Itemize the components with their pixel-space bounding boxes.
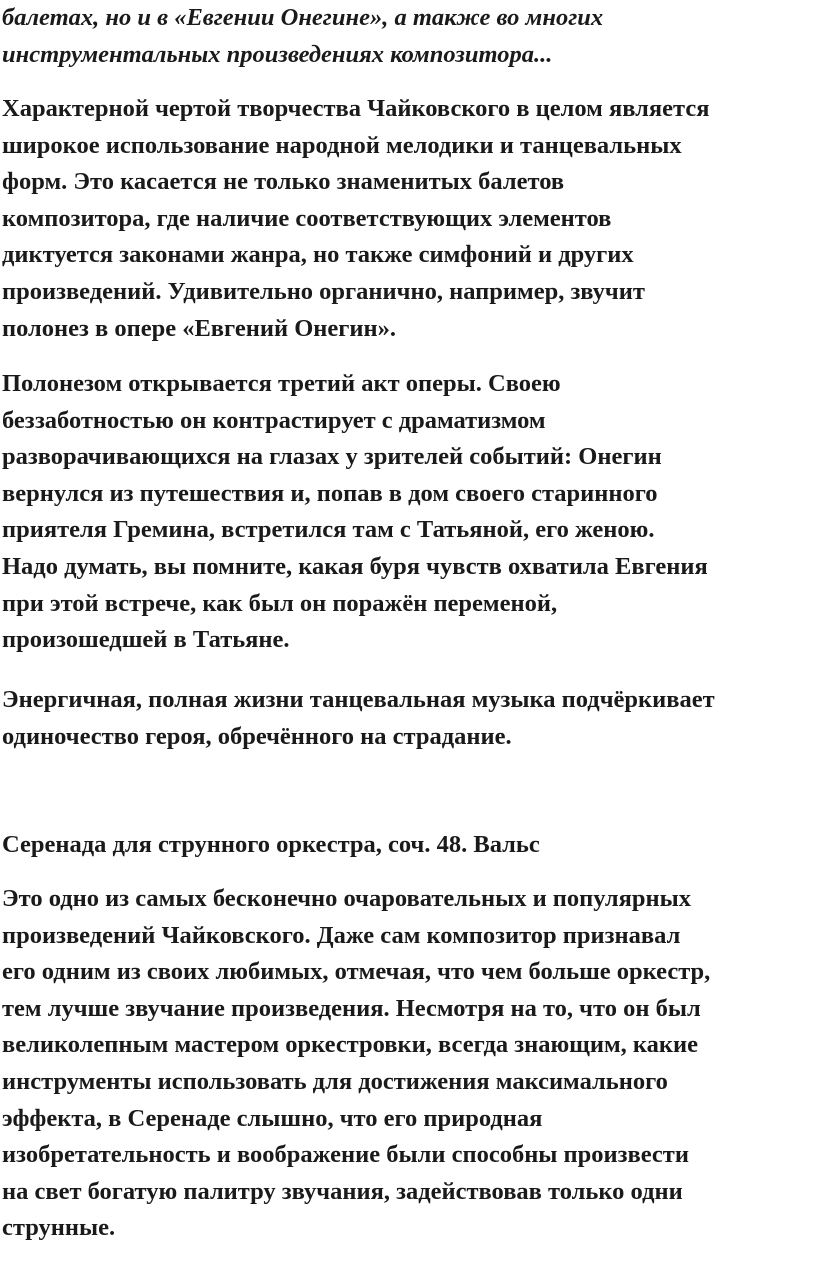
text-line: Характерной чертой творчества Чайковского в целом является — [2, 95, 710, 122]
text-line: великолепным мастером оркестровки, всегда знающим, какие — [2, 1031, 699, 1059]
text-line: форм. Это касается не только знаменитых балетов — [2, 168, 565, 196]
text-line: диктуется законами жанра, но также симфоний и других — [2, 241, 634, 269]
text-line: изобретательность и воображение были способны произвести — [2, 1141, 689, 1169]
text-line: Энергичная, полная жизни танцевальная музыка подчёркивает — [2, 686, 715, 713]
text-line: широкое использование народной мелодики и танцевальных — [2, 131, 682, 159]
text-line: беззаботностью он контрастирует с драматизмом — [2, 406, 546, 434]
text-line: на свет богатую палитру звучания, задействовав только одни — [2, 1177, 683, 1205]
polonaise-paragraph — [2, 366, 708, 659]
text-line: произведений. Удивительно органично, например, звучит — [2, 277, 645, 305]
text-line: инструментальных произведениях композитора... — [2, 40, 553, 68]
feature-paragraph — [2, 91, 709, 347]
text-line: инструменты использовать для достижения максимального — [2, 1067, 668, 1095]
intro-paragraph — [2, 0, 603, 73]
text-line: Это одно из самых бесконечно очаровательных и популярных — [2, 885, 692, 912]
text-line: разворачивающихся на глазах у зрителей событий: Онегин — [2, 443, 662, 471]
text-line: полонез в опере «Евгений Онегин». — [2, 314, 396, 342]
text-line: тем лучше звучание произведения. Несмотря на то, что он был — [2, 994, 701, 1022]
text-line: произошедшей в Татьяне. — [2, 626, 290, 654]
text-line: приятеля Гремина, встретился там с Татьяной, его женою. — [2, 516, 655, 544]
text-line: при этой встрече, как был он поражён переменой, — [2, 589, 558, 617]
energy-paragraph — [2, 682, 715, 755]
text-line: вернулся из путешествия и, попав в дом своего старинного — [2, 479, 658, 507]
text-line: струнные. — [2, 1214, 116, 1242]
heading-text: Серенада для струнного оркестра, соч. 48. Вальс — [2, 831, 540, 858]
serenade-paragraph — [2, 881, 710, 1247]
text-line: Полонезом открывается третий акт оперы. Своею — [2, 370, 561, 397]
text-line: произведений Чайковского. Даже сам композитор признавал — [2, 921, 681, 949]
text-line: его одним из своих любимых, отмечая, что чем больше оркестр, — [2, 958, 711, 986]
text-line: балетах, но и в «Евгении Онегине», а также во многих — [2, 4, 604, 31]
text-line: одиночество героя, обречённого на страдание. — [2, 722, 512, 750]
text-line: Надо думать, вы помните, какая буря чувств охватила Евгения — [2, 552, 708, 580]
text-line: эффекта, в Серенаде слышно, что его природная — [2, 1104, 543, 1132]
text-line: композитора, где наличие соответствующих элементов — [2, 204, 612, 232]
section-heading — [2, 827, 540, 864]
